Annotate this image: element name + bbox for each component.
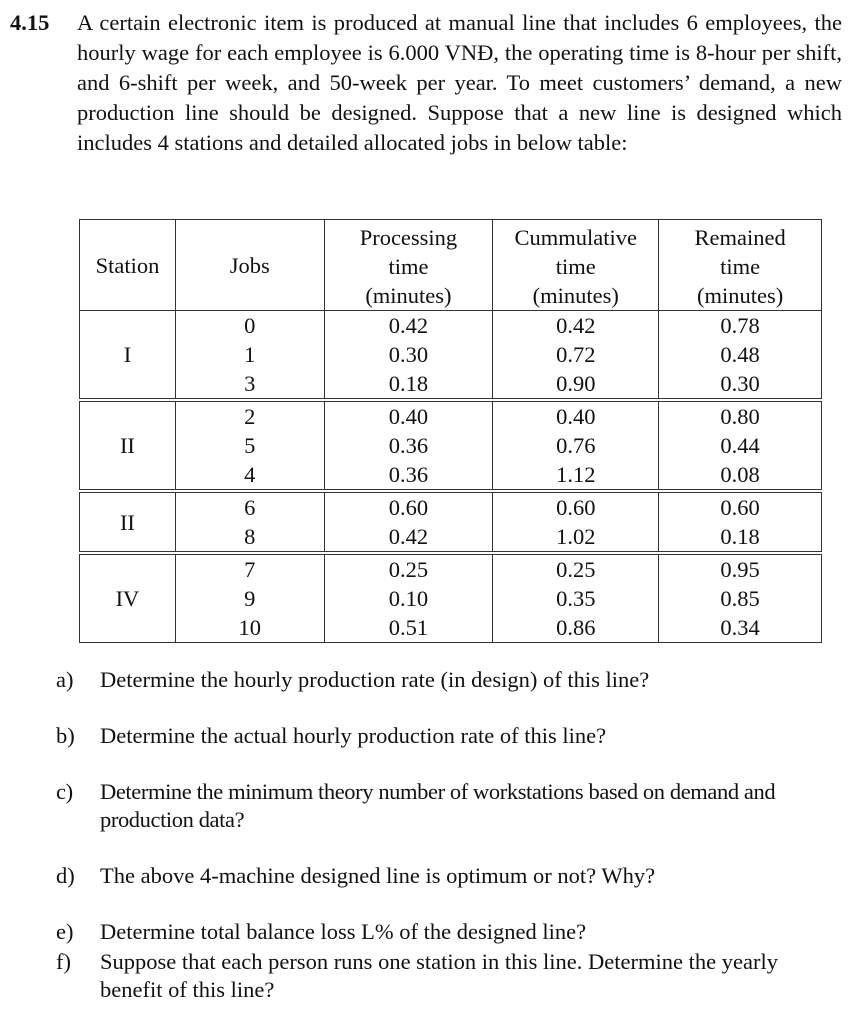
question-f bbox=[56, 948, 816, 1004]
question-label: a) bbox=[56, 667, 74, 692]
cumulative-value: 0.40 bbox=[556, 404, 596, 429]
question-text: Determine the minimum theory number of workstations based on demand and production data? bbox=[100, 779, 776, 832]
question-c bbox=[56, 778, 816, 834]
job-value: 0 bbox=[244, 313, 256, 338]
processing-value: 0.36 bbox=[388, 462, 429, 487]
header-line: Remained bbox=[694, 225, 786, 250]
header-line: (minutes) bbox=[696, 283, 784, 308]
remained-value: 0.85 bbox=[720, 586, 760, 611]
table-row bbox=[80, 400, 822, 491]
job-value: 10 bbox=[238, 615, 261, 640]
question-e bbox=[56, 918, 816, 946]
station-group-3 bbox=[80, 491, 822, 553]
question-text: Determine total balance loss L% of the designed line? bbox=[100, 919, 587, 944]
cumulative-value: 0.86 bbox=[556, 615, 596, 640]
station-group-1 bbox=[80, 311, 822, 401]
question-label: c) bbox=[56, 779, 73, 804]
remained-value: 0.60 bbox=[720, 495, 760, 520]
cumulative-value: 1.02 bbox=[556, 524, 596, 549]
question-text: Determine the actual hourly production rate of this line? bbox=[100, 723, 607, 748]
station-cell: II bbox=[80, 400, 176, 491]
station-cell: IV bbox=[80, 553, 176, 643]
header-remained-time bbox=[659, 220, 822, 311]
remained-value: 0.44 bbox=[720, 433, 760, 458]
header-cumulative-time bbox=[493, 220, 659, 311]
remained-value: 0.48 bbox=[720, 342, 760, 367]
header-station: Station bbox=[80, 220, 176, 311]
processing-cell bbox=[324, 311, 493, 401]
cumulative-cell bbox=[493, 311, 659, 401]
header-processing-time bbox=[324, 220, 493, 311]
cumulative-value: 0.76 bbox=[556, 433, 596, 458]
cumulative-value: 0.90 bbox=[556, 371, 596, 396]
job-value: 5 bbox=[244, 433, 256, 458]
remained-value: 0.78 bbox=[720, 313, 760, 338]
job-value: 2 bbox=[244, 404, 256, 429]
header-line: (minutes) bbox=[532, 283, 619, 308]
question-label: f) bbox=[56, 949, 71, 974]
job-value: 1 bbox=[244, 342, 256, 367]
processing-cell bbox=[324, 491, 493, 553]
cumulative-cell bbox=[493, 400, 659, 491]
cumulative-value: 1.12 bbox=[556, 462, 596, 487]
station-group-4 bbox=[80, 553, 822, 643]
question-text: Suppose that each person runs one station in this line. Determine the yearly benefit of this line? bbox=[100, 949, 778, 1002]
header-line: (minutes) bbox=[365, 283, 452, 308]
remained-cell bbox=[659, 553, 822, 643]
job-value: 3 bbox=[244, 371, 256, 396]
question-a bbox=[56, 666, 816, 694]
job-value: 7 bbox=[244, 557, 256, 582]
cumulative-value: 0.72 bbox=[556, 342, 596, 367]
job-value: 6 bbox=[244, 495, 256, 520]
question-label: d) bbox=[56, 863, 75, 888]
jobs-cell bbox=[175, 491, 324, 553]
table-row bbox=[80, 491, 822, 553]
processing-value: 0.30 bbox=[388, 342, 429, 367]
processing-value: 0.60 bbox=[388, 495, 429, 520]
question-b bbox=[56, 722, 816, 750]
remained-cell bbox=[659, 311, 822, 401]
remained-value: 0.08 bbox=[720, 462, 760, 487]
station-group-2 bbox=[80, 400, 822, 491]
processing-cell bbox=[324, 553, 493, 643]
processing-value: 0.42 bbox=[388, 313, 429, 338]
remained-value: 0.30 bbox=[720, 371, 760, 396]
job-value: 9 bbox=[244, 586, 256, 611]
problem-number: 4.15 bbox=[10, 10, 50, 35]
header-jobs: Jobs bbox=[175, 220, 324, 311]
cumulative-cell bbox=[493, 553, 659, 643]
table-header-row bbox=[80, 220, 822, 311]
cumulative-cell bbox=[493, 491, 659, 553]
cumulative-value: 0.25 bbox=[556, 557, 596, 582]
header-line: Processing bbox=[359, 225, 458, 250]
job-value: 4 bbox=[244, 462, 256, 487]
processing-value: 0.42 bbox=[388, 524, 429, 549]
job-value: 8 bbox=[244, 524, 256, 549]
processing-value: 0.25 bbox=[388, 557, 429, 582]
header-line: time bbox=[555, 254, 596, 279]
cumulative-value: 0.42 bbox=[556, 313, 596, 338]
processing-value: 0.18 bbox=[388, 371, 429, 396]
station-cell: I bbox=[80, 311, 176, 401]
question-text: The above 4-machine designed line is optimum or not? Why? bbox=[100, 863, 656, 888]
question-text: Determine the hourly production rate (in design) of this line? bbox=[100, 667, 650, 692]
processing-cell bbox=[324, 400, 493, 491]
question-list bbox=[56, 666, 816, 1004]
question-label: b) bbox=[56, 723, 75, 748]
jobs-cell bbox=[175, 311, 324, 401]
header-line: Cummulative bbox=[514, 225, 637, 250]
jobs-cell bbox=[175, 553, 324, 643]
table-row bbox=[80, 553, 822, 643]
problem-text: A certain electronic item is produced at manual line that includes 6 employees, the hourly wage for each employee is 6.000 VNĐ, the operating time is 8-hour per shift, and 6-shift per week, and 50-week per year. To meet customers’ demand, a new production line should be designed. Suppose that a new line is designed which includes 4 stations and detailed allocated jobs in below table: bbox=[77, 10, 842, 155]
jobs-cell bbox=[175, 400, 324, 491]
job-allocation-table bbox=[79, 219, 822, 643]
processing-value: 0.36 bbox=[388, 433, 429, 458]
cumulative-value: 0.35 bbox=[556, 586, 596, 611]
remained-value: 0.18 bbox=[720, 524, 760, 549]
cumulative-value: 0.60 bbox=[556, 495, 596, 520]
processing-value: 0.51 bbox=[388, 615, 429, 640]
remained-value: 0.80 bbox=[720, 404, 760, 429]
station-cell: II bbox=[80, 491, 176, 553]
header-line: time bbox=[388, 254, 429, 279]
processing-value: 0.10 bbox=[388, 586, 429, 611]
remained-cell bbox=[659, 491, 822, 553]
question-d bbox=[56, 862, 816, 890]
question-label: e) bbox=[56, 919, 74, 944]
processing-value: 0.40 bbox=[388, 404, 429, 429]
remained-value: 0.95 bbox=[720, 557, 760, 582]
table-row bbox=[80, 311, 822, 401]
problem-statement bbox=[10, 8, 842, 158]
header-line: time bbox=[720, 254, 761, 279]
remained-cell bbox=[659, 400, 822, 491]
remained-value: 0.34 bbox=[720, 615, 760, 640]
